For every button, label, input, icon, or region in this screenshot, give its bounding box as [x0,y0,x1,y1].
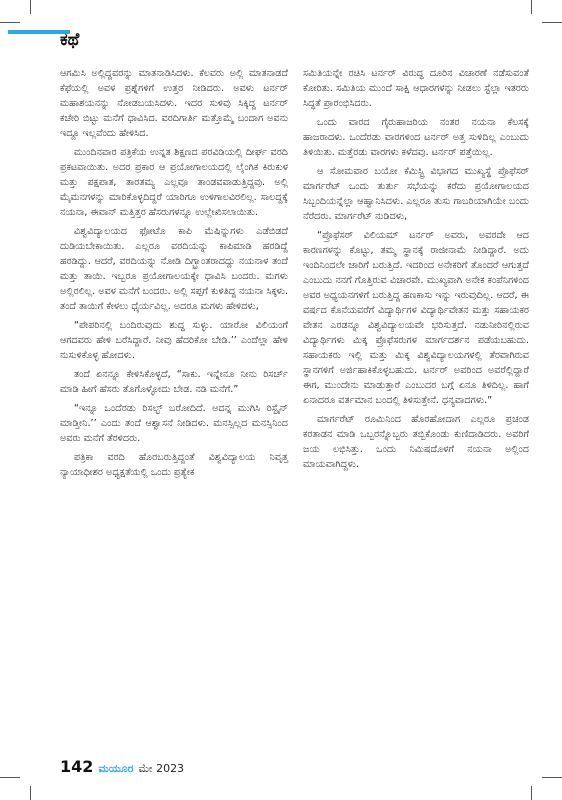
paragraph: “ಇನ್ನೂ ಒಂದೆರಡು ರಿಸಲ್ಟ್ ಬರೋದಿದೆ. ಅದನ್ನ ಮುಗಿಸಿ ರಿಸ್ಟೈನ್ ಮಾಡ್ತೀನಿ.’’ ಎಂದು ತಂದೆ ಆಶ್ವಾಸನೆ ನೀಡಿದಳು. ಮನಸ್ಸಿಲ್ಲದ ಮನಸ್ಸಿನಿಂದ ಅವರು ಮನೆಗೆ ತೆರಳಿದರು. [60,403,288,444]
crop-mark-top-left-v [30,0,31,14]
article-column-right [303,66,529,476]
crop-mark-bottom-left-h [0,777,20,778]
paragraph: ಮುಂದಿನವಾರ ಪತ್ರಿಕೆಯ ಉನ್ನತ ಶಿಕ್ಷಣದ ಪರವಿಡಿಯಲ್ಲಿ ದೀರ್ಘ ವರದಿ ಪ್ರಕಟವಾಯಿತು. ಅದರ ಪ್ರಕಾರ ಆ ಪ್ರಯೋಗಾಲಯದಲ್ಲಿ ಲೈಂಗಿಕ ಕಿರುಕುಳ ಮತ್ತು ಪಕ್ಷಪಾತ, ತಾರತಮ್ಯ ಎಲ್ಲವೂ ತಾಂಡವವಾಡುತ್ತಿದ್ದವು. ಅಲ್ಲಿ ಮೈಮನಗಳನ್ನು ಮಾರಿಕೊಳ್ಳದಿದ್ದರೆ ಯಾರಿಗೂ ಉಳಿಗಾಲವಿರಲಿಲ್ಲ. ಸಾಲದ್ದಕ್ಕೆ ನಯನಾ, ಈವಾನ್ ಮತ್ತಿತ್ತರ ಹೆಸರುಗಳನ್ನೂ ಉಲ್ಲೇಖಿಸಲಾಯಿತು. [60,147,288,218]
issue-date: ಮೇ 2023 [138,762,185,775]
paragraph: ಸಮಿತಿಯನ್ನೇ ರಚಿಸಿ ಟರ್ನರ್ ವಿರುದ್ಧ ದೂರಿನ ವಿಚಾರಣೆ ನಡೆಸುವಂತೆ ಕೋರಿತು. ಸಮಿತಿಯ ಮುಂದೆ ಸಾಕ್ಷಿ ಆಧಾರಗಳನ್ನು ನೀಡಲು ಸ್ಟೆಲ್ಲಾ ಇತರರು ಸಿದ್ಧತೆ ಪ್ರಾರಂಭಿಸಿದರು. [303,68,529,109]
magazine-name: ಮಯೂರ [98,762,134,775]
paragraph: ತಂದೆ ಏನನ್ನೂ ಕೇಳಿಸಿಕೊಳ್ಳದೆ, “ಸಾಕು. ಇನ್ನೇನೂ ನೀನು ರಿಸರ್ಚ್ ಮಾಡಿ ಹೀಗೆ ಹೆಸರು ತೊಗೊಳ್ಳೋದು ಬೇಡ. ನಡಿ ಮನೆಗೆ.” [60,369,288,395]
crop-mark-bottom-right-h [542,777,562,778]
paragraph: ಮಾರ್ಗರೆಟ್ ರೂಮಿನಿಂದ ಹೊರಹೋದಾಗ ಎಲ್ಲರೂ ಪ್ರಚಂಡ ಕರತಾಡನ ಮಾಡಿ ಒಬ್ಬರನ್ನೊಬ್ಬರು ತಬ್ಬಿಕೊಂಡು ಕುಣಿದಾಡಿದರು. ಅವರಿಗೆ ಜಯ ಲಭಿಸಿತ್ತು. ಒಂದು ನಿಮಿಷದೊಳಗೆ ನಯನಾ ಅಲ್ಲಿಂದ ಮಾಯವಾಗಿದ್ದಳು. [303,414,529,470]
crop-mark-bottom-right-v [531,786,532,800]
paragraph: ಆ ಸೋಮವಾರ ಬಯೋ ಕೆಮಿಸ್ಟ್ರಿ ವಿಭಾಗದ ಮುಖ್ಯಸ್ಥೆ ಪ್ರೊಫೆಸರ್ ಮಾರ್ಗರೆಟ್ ಒಂದು ತುರ್ತು ಸಭೆಯನ್ನು ಕರೆದು ಪ್ರಯೋಗಾಲಯದ ಸಿಬ್ಬಂದಿಯನ್ನೆಲ್ಲಾ ಆಹ್ವಾನಿಸಿದಳು. ಎಲ್ಲರೂ ತುಸು ಗಾಬರಿಯಾಗಿಯೇ ಬಂದು ನೆರೆದರು. ಮಾರ್ಗರೆಟ್ ನುಡಿದಳು, [303,166,529,222]
page-number: 142 [60,757,94,776]
paragraph: “ಪೇಪರಿನಲ್ಲಿ ಬಂದಿರುವುದು ಶುದ್ಧ ಸುಳ್ಳು. ಯಾರೋ ವಿಲಿಯಂಗೆ ಆಗದವರು ಹೇಳಿ ಬರೆಸಿದ್ದಾರೆ. ನೀವು ಹೆದರಿಕೋ ಬೇಡಿ.’’ ಎಂದೆಲ್ಲಾ ಹೇಳಿ ನುಸುಳಿಕೊಳ್ಳ ಹೋದಳು. [60,320,288,361]
section-title: ಕಥೆ [60,30,80,50]
crop-mark-top-left-h [0,22,20,23]
crop-mark-top-right-v [531,0,532,14]
crop-mark-top-right-h [542,22,562,23]
page-footer [60,757,184,776]
article-column-left [60,66,288,484]
paragraph: “ಪ್ರೊಫೆಸರ್ ವಿಲಿಯಮ್ ಟರ್ನರ್ ಅವರು, ಅವರದೇ ಆದ ಕಾರಣಗಳನ್ನು ಕೊಟ್ಟು, ತಮ್ಮ ಸ್ಥಾನಕ್ಕೆ ರಾಜೀನಾಮೆ ನೀಡಿದ್ದಾರೆ. ಅದು ಇಂದಿನಿಂದಲೇ ಜಾರಿಗೆ ಬರುತ್ತಿದೆ. ಇದರಿಂದ ಅನೇಕರಿಗೆ ತೊಂದರೆ ಆಗುತ್ತದೆ ಎಂಬುದು ನನಗೆ ಗೊತ್ತಿರುವ ವಿಚಾರವೇ. ಮುಖ್ಯವಾಗಿ ಅನೇಕ ಕಂಪೆನಿಗಳಿಂದ ಅವರ ಅಧ್ಯಯನಗಳಿಗೆ ಬರುತ್ತಿದ್ದ ಹಣಕಾಸು ಇನ್ನು ಇರುವುದಿಲ್ಲ. ಆದರೆ, ಈ ವರ್ಷದ ಕೊನೆಯವರೆಗೆ ವಿದ್ಯಾರ್ಥಿಗಳ ವಿದ್ಯಾರ್ಥಿವೇತನ ಮತ್ತು ಸಹಾಯಕರ ವೇತನ ಎರಡನ್ನೂ ವಿಶ್ವವಿದ್ಯಾಲಯವೇ ಭರಿಸುತ್ತದೆ. ನಡುನೀರಿನಲ್ಲಿರುವ ವಿದ್ಯಾರ್ಥಿಗಳು ಮಿಕ್ಕ ಪ್ರೊಫೆಸರುಗಳ ಮಾರ್ಗದರ್ಶನ ಪಡೆಯಬಹುದು. ಸಹಾಯಕರು ಇಲ್ಲಿ ಮತ್ತು ಮಿಕ್ಕ ವಿಶ್ವವಿದ್ಯಾಲಯಗಳಲ್ಲಿ ತೆರವಾಗಿರುವ ಸ್ಥಾನಗಳಿಗೆ ಅರ್ಜಿಹಾಕಿಕೊಳ್ಳಬಹುದು. ಟರ್ನರ್ ಅವರಿಂದ ಅವರೆಲ್ಲಿದ್ದಾರೆ ಈಗ, ಮುಂದೇನು ಮಾಡುತ್ತಾರೆ ಎಂಬುದರ ಬಗ್ಗೆ ಏನೂ ತಿಳಿದಿಲ್ಲ. ಹಾಗೆ ಏನಾದರೂ ವರ್ತಮಾನ ಬಂದಲ್ಲಿ ತಿಳಿಸುತ್ತೇನೆ. ಧನ್ಯವಾದಗಳು.” [303,230,529,406]
crop-mark-bottom-left-v [30,786,31,800]
paragraph: ಒಂದು ವಾರದ ಗೈರುಹಾಜರಿಯ ನಂತರ ನಯನಾ ಕೆಲಸಕ್ಕೆ ಹಾಜರಾದಳು. ಒಂದೆರಡು ವಾರಗಳಿಂದ ಟರ್ನರ್ ಅತ್ತ ಸುಳಿದಿಲ್ಲ ಎಂಬುದು ತಿಳಿಯಿತು. ಮತ್ತೆರಡು ವಾರಗಳು ಕಳೆದವು. ಟರ್ನರ್ ಪತ್ತೆಯಿಲ್ಲ. [303,117,529,158]
paragraph: ವಿಶ್ವವಿದ್ಯಾಲಯದ ಫೋಟೊ ಕಾಪಿ ಮೆಷಿನ್ನುಗಳು ಎಡೆಬಿಡದೆ ದುಡಿಯಬೇಕಾಯಿತು. ಎಲ್ಲರೂ ವರದಿಯನ್ನು ಕಾಪಿಮಾಡಿ ಹರಡಿದ್ದೆ ಹರಡಿದ್ದು. ಆದರೆ, ವರದಿಯನ್ನು ನೋಡಿ ದಿಗ್ಭ್ರಾಂತರಾದದ್ದು ನಯನಾಳ ತಂದೆ ಮತ್ತು ತಾಯಿ. ಇಬ್ಬರೂ ಪ್ರಯೋಗಾಲಯಕ್ಕೇ ಧಾವಿಸಿ ಬಂದರು. ಮಗಳು ಅಲ್ಲಿರಲಿಲ್ಲ. ಅವಳ ಮನೆಗೆ ಬಂದರು. ಅಲ್ಲಿ ಸಪ್ಪಗೆ ಕುಳಿತಿದ್ದ ನಯನಾ ಸಿಕ್ಕಳು. ತಂದೆ ತಾಯಿಗೆ ಕೇಳಲು ಧೈರ್ಯವಿಲ್ಲ. ಅದರೂ ಮಗಳು ಹೇಳಿದಳು, [60,226,288,312]
paragraph: ಆಗಮಿಸಿ ಅಲ್ಲಿದ್ದವರನ್ನು ಮಾತನಾಡಿಸಿದಳು. ಕೆಲವರು ಅಲ್ಲಿ ಮಾತನಾಡದೆ ಕೆಫೆಯಲ್ಲಿ ಅವಳ ಪ್ರಶ್ನೆಗಳಿಗೆ ಉತ್ತರ ನೀಡಿದರು. ಅವಳು ಟರ್ನರ್ ಮಹಾಶಯನನ್ನು ನೋಡಬಯಸಿದಳು. ಇದರ ಸುಳಿವು ಸಿಕ್ಕಿದ್ದ ಟರ್ನರ್ ಕಚೇರಿ ಬಿಟ್ಟು ಮನೆಗೆ ಧಾವಿಸಿದ. ವರದಿಗಾರ್ತಿ ಮತ್ತೊಮ್ಮೆ ಬಂದಾಗ ಅವನು ಇದ್ದೂ ಇಲ್ಲವೆಂದು ಹೇಳಿಸಿದ. [60,68,288,139]
paragraph: ಪತ್ರಿಕಾ ವರದಿ ಹೊರಬರುತ್ತಿದ್ದಂತೆ ವಿಶ್ವವಿದ್ಯಾಲಯ ನಿವೃತ್ತ ನ್ಯಾಯಾಧೀಶರ ಅಧ್ಯಕ್ಷತೆಯಲ್ಲಿ ಒಂದು ಪ್ರತ್ಯೇಕ [60,452,288,478]
